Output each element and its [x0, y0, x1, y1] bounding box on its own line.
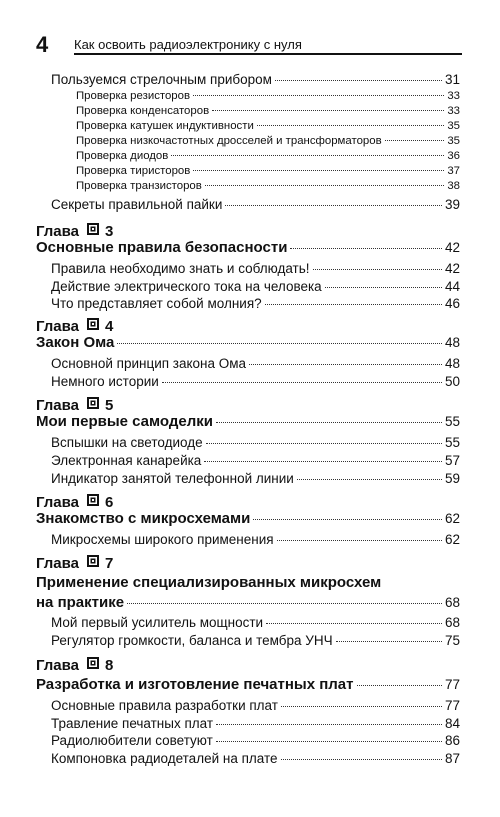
- chapter-square-icon: [87, 223, 99, 235]
- toc-entry-page: 59: [444, 471, 460, 486]
- toc-entry[interactable]: [51, 614, 460, 631]
- dot-leader: [216, 724, 442, 725]
- dot-leader: [313, 269, 442, 270]
- toc-entry[interactable]: [51, 196, 460, 213]
- dot-leader: [266, 623, 442, 624]
- chapter-label: [36, 554, 113, 574]
- toc-entry-title: Радиолюбители советуют: [51, 733, 213, 748]
- toc-entry-title: Проверка тиристоров: [76, 165, 191, 177]
- toc-entry[interactable]: [51, 632, 460, 649]
- toc-entry-page: 57: [444, 453, 460, 468]
- chapter-title-entry[interactable]: [36, 238, 460, 258]
- dot-leader: [281, 759, 442, 760]
- toc-entry-page: 35: [447, 120, 460, 132]
- toc-entry-title: Основные правила разработки плат: [51, 698, 278, 713]
- dot-leader: [385, 140, 445, 141]
- chapter-title-entry[interactable]: [36, 412, 460, 432]
- toc-entry[interactable]: [51, 531, 460, 548]
- chapter-number: 6: [105, 494, 114, 511]
- dot-leader: [225, 205, 442, 206]
- dot-leader: [193, 95, 444, 96]
- header-rule: [74, 53, 462, 55]
- toc-entry[interactable]: [51, 373, 460, 390]
- toc-entry[interactable]: [51, 295, 460, 312]
- toc-entry-page: 75: [444, 633, 460, 648]
- toc-entry-title: Компоновка радиодеталей на плате: [51, 751, 278, 766]
- toc-entry-title: Электронная канарейка: [51, 453, 202, 468]
- dot-leader: [290, 248, 442, 249]
- toc-entry[interactable]: [51, 750, 460, 767]
- toc-entry-page: 31: [444, 72, 460, 87]
- toc-entry-title: Проверка катушек индуктивности: [76, 120, 254, 132]
- toc-entry-title: Немного истории: [51, 374, 159, 389]
- toc-entry-title: Проверка транзисторов: [76, 180, 202, 192]
- toc-entry[interactable]: [51, 732, 460, 749]
- toc-entry[interactable]: [76, 179, 460, 194]
- chapter-word: Глава: [36, 397, 79, 414]
- chapter-number: 7: [105, 555, 114, 572]
- chapter-square-icon: [87, 555, 99, 567]
- toc-entry-page: 39: [444, 197, 460, 212]
- dot-leader: [206, 443, 442, 444]
- toc-entry-page: 42: [444, 261, 460, 276]
- toc-entry-title: Регулятор громкости, баланса и тембра УНЧ: [51, 633, 333, 648]
- chapter-title-entry[interactable]: [36, 509, 460, 529]
- toc-entry-title: Разработка и изготовление печатных плат: [36, 676, 354, 693]
- dot-leader: [336, 641, 442, 642]
- chapter-number: 4: [105, 318, 114, 335]
- toc-entry[interactable]: [51, 71, 460, 88]
- toc-entry[interactable]: [51, 470, 460, 487]
- toc-entry[interactable]: [76, 164, 460, 179]
- toc-entry[interactable]: [51, 355, 460, 372]
- toc-entry-title: Закон Ома: [36, 334, 115, 351]
- toc-entry-title: Основные правила безопасности: [36, 239, 288, 256]
- toc-entry-page: 33: [447, 105, 460, 117]
- toc-entry-page: 84: [444, 716, 460, 731]
- running-title: Как освоить радиоэлектронику с нуля: [74, 37, 302, 52]
- toc-entry-page: 86: [444, 733, 460, 748]
- dot-leader: [216, 741, 442, 742]
- dot-leader: [171, 155, 444, 156]
- dot-leader: [357, 685, 442, 686]
- dot-leader: [117, 343, 442, 344]
- chapter-number: 5: [105, 397, 114, 414]
- chapter-square-icon: [87, 397, 99, 409]
- chapter-title-entry[interactable]: [36, 593, 460, 613]
- toc-entry[interactable]: [51, 260, 460, 277]
- toc-entry-title: на практике: [36, 594, 125, 611]
- toc-entry-title: Пользуемся стрелочным прибором: [51, 72, 272, 87]
- chapter-title-line: Применение специализированных микросхем: [36, 574, 382, 591]
- dot-leader: [265, 304, 442, 305]
- toc-entry[interactable]: [51, 278, 460, 295]
- dot-leader: [127, 603, 442, 604]
- toc-entry-page: 68: [444, 595, 460, 610]
- toc-entry[interactable]: [76, 89, 460, 104]
- toc-entry[interactable]: [51, 697, 460, 714]
- dot-leader: [193, 170, 444, 171]
- dot-leader: [253, 519, 442, 520]
- toc-entry-page: 68: [444, 615, 460, 630]
- toc-entry-page: 33: [447, 90, 460, 102]
- toc-entry-page: 87: [444, 751, 460, 766]
- dot-leader: [275, 80, 442, 81]
- chapter-word: Глава: [36, 318, 79, 335]
- toc-entry-title: Основной принцип закона Ома: [51, 356, 247, 371]
- dot-leader: [277, 540, 442, 541]
- toc-entry[interactable]: [76, 119, 460, 134]
- dot-leader: [281, 706, 442, 707]
- dot-leader: [257, 125, 445, 126]
- toc-entry-title: Правила необходимо знать и соблюдать!: [51, 261, 310, 276]
- toc-entry-title: Индикатор занятой телефонной линии: [51, 471, 294, 486]
- toc-entry-page: 77: [444, 698, 460, 713]
- toc-entry-title: Мой первый усилитель мощности: [51, 615, 264, 630]
- toc-entry-title: Секреты правильной пайки: [51, 197, 223, 212]
- chapter-word: Глава: [36, 555, 79, 572]
- toc-entry-page: 35: [447, 135, 460, 147]
- chapter-number: 8: [105, 657, 114, 674]
- toc-entry-title: Действие электрического тока на человека: [51, 279, 322, 294]
- dot-leader: [162, 382, 442, 383]
- chapter-label: [36, 656, 113, 676]
- toc-entry-page: 62: [444, 532, 460, 547]
- dot-leader: [212, 110, 444, 111]
- toc-entry[interactable]: [76, 104, 460, 119]
- toc-entry-page: 55: [444, 435, 460, 450]
- dot-leader: [297, 479, 442, 480]
- dot-leader: [249, 364, 442, 365]
- toc-entry-page: 44: [444, 279, 460, 294]
- toc-entry[interactable]: [51, 715, 460, 732]
- toc-entry-page: 36: [447, 150, 460, 162]
- toc-entry-page: 38: [447, 180, 460, 192]
- page-header: [36, 32, 462, 58]
- toc-entry-title: Проверка резисторов: [76, 90, 191, 102]
- toc-entry-title: Проверка диодов: [76, 150, 169, 162]
- chapter-word: Глава: [36, 494, 79, 511]
- dot-leader: [204, 461, 442, 462]
- toc-entry-title: Знакомство с микросхемами: [36, 510, 251, 527]
- toc-entry-page: 42: [444, 240, 460, 255]
- toc-entry-title: Вспышки на светодиоде: [51, 435, 203, 450]
- toc-entry-page: 46: [444, 296, 460, 311]
- chapter-square-icon: [87, 657, 99, 669]
- toc-entry[interactable]: [76, 149, 460, 164]
- dot-leader: [205, 185, 445, 186]
- toc-entry-page: 77: [444, 677, 460, 692]
- chapter-word: Глава: [36, 223, 79, 240]
- toc-entry-page: 62: [444, 511, 460, 526]
- page-number: 4: [36, 32, 49, 57]
- dot-leader: [216, 422, 442, 423]
- chapter-number: 3: [105, 223, 114, 240]
- chapter-title-entry[interactable]: [36, 333, 460, 353]
- chapter-word: Глава: [36, 657, 79, 674]
- toc-entry-title: Проверка конденсаторов: [76, 105, 210, 117]
- toc-entry-title: Травление печатных плат: [51, 716, 214, 731]
- chapter-title-entry[interactable]: [36, 675, 460, 695]
- chapter-square-icon: [87, 494, 99, 506]
- toc-entry[interactable]: [76, 134, 460, 149]
- dot-leader: [325, 287, 442, 288]
- toc-entry-title: Микросхемы широкого применения: [51, 532, 274, 547]
- toc-entry-title: Проверка низкочастотных дросселей и трансформаторов: [76, 135, 382, 147]
- toc-entry-title: Что представляет собой молния?: [51, 296, 262, 311]
- toc-entry-page: 48: [444, 335, 460, 350]
- chapter-square-icon: [87, 318, 99, 330]
- toc-entry-page: 55: [444, 414, 460, 429]
- toc-entry[interactable]: [51, 452, 460, 469]
- toc-entry-page: 48: [444, 356, 460, 371]
- toc-entry-title: Мои первые самоделки: [36, 413, 214, 430]
- toc-entry-page: 50: [444, 374, 460, 389]
- toc-entry[interactable]: [51, 434, 460, 451]
- toc-entry-page: 37: [447, 165, 460, 177]
